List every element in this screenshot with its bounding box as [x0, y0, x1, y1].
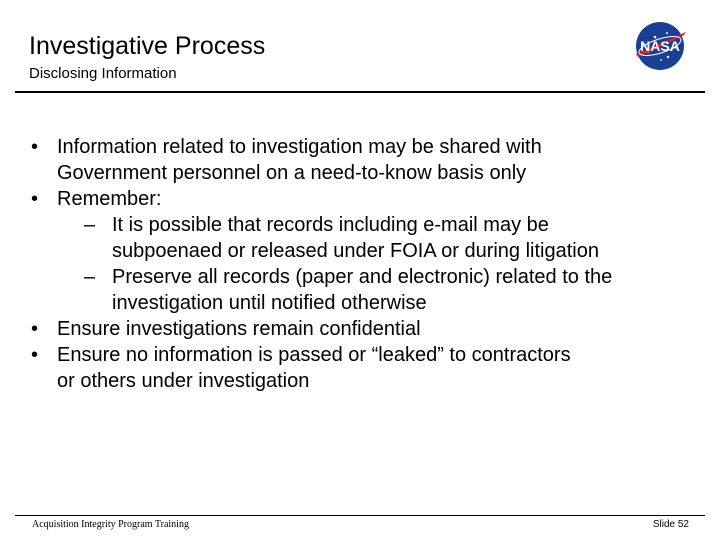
footer-divider — [15, 515, 705, 516]
bullet-3-line-1 — [25, 316, 705, 342]
bullet-4-line-2 — [25, 368, 705, 394]
sub-bullet-marker: – — [84, 214, 96, 236]
footer-program-name: Acquisition Integrity Program Training — [32, 519, 189, 530]
slide-number: Slide 52 — [652, 519, 689, 530]
nasa-logo-icon — [630, 20, 690, 72]
bullet-4-line-1 — [25, 342, 705, 368]
sub-bullet-text: subpoenaed or released under FOIA or during litigation — [112, 240, 599, 262]
header-divider — [15, 91, 705, 93]
bullet-text: or others under investigation — [57, 370, 310, 392]
slide-content — [25, 134, 705, 394]
bullet-marker: • — [31, 188, 39, 210]
sub-bullet-marker: – — [84, 266, 96, 288]
sub-bullet-2-line-2 — [25, 290, 705, 316]
nasa-logo-text: NASA — [640, 38, 680, 54]
sub-bullet-text: Preserve all records (paper and electronic) related to the — [112, 266, 613, 288]
sub-bullet-1-line-1 — [25, 212, 705, 238]
bullet-1-line-2 — [25, 160, 705, 186]
sub-bullet-text: investigation until notified otherwise — [112, 292, 427, 314]
bullet-text: Information related to investigation may be shared with — [57, 136, 542, 158]
bullet-marker: • — [31, 136, 39, 158]
slide-subtitle: Disclosing Information — [29, 65, 177, 82]
sub-bullet-1-line-2 — [25, 238, 705, 264]
bullet-text: Ensure investigations remain confidential — [57, 318, 421, 340]
sub-bullet-2-line-1 — [25, 264, 705, 290]
slide-title: Investigative Process — [29, 32, 266, 60]
bullet-text: Ensure no information is passed or “leaked” to contractors — [57, 344, 571, 366]
bullet-text: Government personnel on a need-to-know basis only — [57, 162, 527, 184]
sub-bullet-text: It is possible that records including e-mail may be — [112, 214, 549, 236]
bullet-marker: • — [31, 318, 39, 340]
bullet-2-line-1 — [25, 186, 705, 212]
bullet-text: Remember: — [57, 188, 162, 210]
bullet-1-line-1 — [25, 134, 705, 160]
bullet-marker: • — [31, 344, 39, 366]
